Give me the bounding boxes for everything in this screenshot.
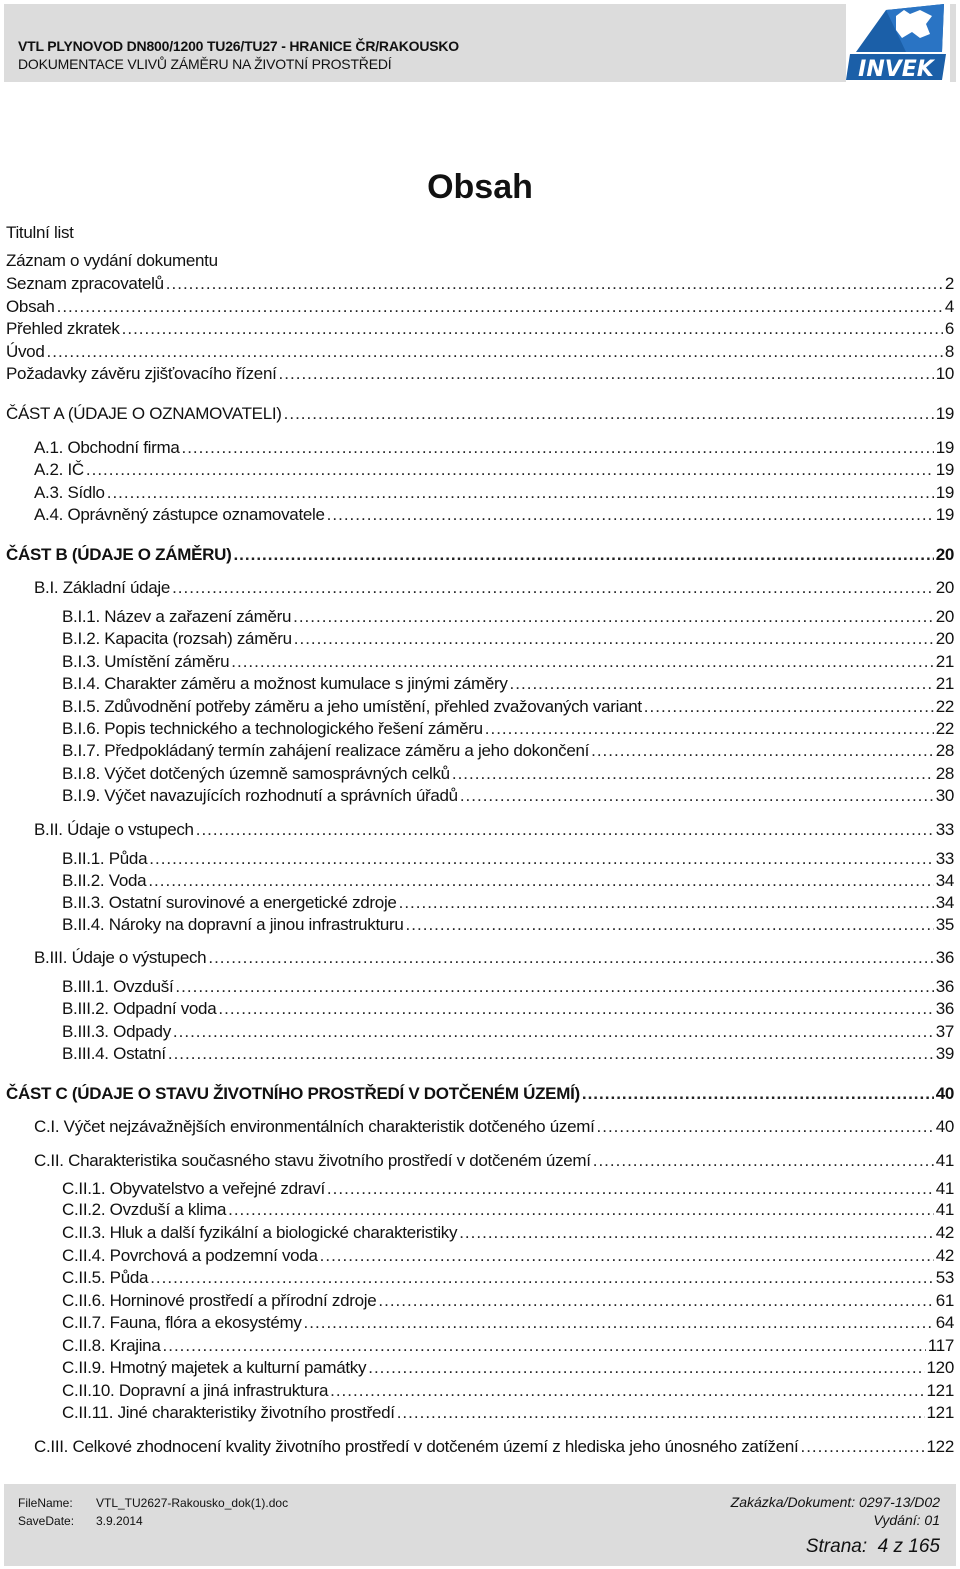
toc-leader-dots <box>452 764 934 784</box>
invek-logo <box>846 4 950 82</box>
toc-entry[interactable] <box>62 674 954 694</box>
toc-leader-dots <box>459 1223 933 1243</box>
toc-entry-label: Požadavky závěru zjišťovacího řízení <box>6 364 277 383</box>
toc-leader-dots <box>327 505 934 525</box>
toc-entry[interactable] <box>6 297 954 317</box>
toc-leader-dots <box>279 364 934 384</box>
toc-entry-page: 19 <box>935 438 954 457</box>
toc-entry[interactable] <box>34 1151 954 1171</box>
toc-leader-dots <box>591 741 934 761</box>
toc-entry-label: C.II. Charakteristika současného stavu životního prostředí v dotčeném území <box>34 1151 591 1170</box>
toc-leader-dots <box>173 1022 934 1042</box>
page-header <box>4 4 956 82</box>
toc-entry-label: A.1. Obchodní firma <box>34 438 180 457</box>
toc-leader-dots <box>107 483 934 503</box>
toc-entry-page: 34 <box>935 893 954 912</box>
toc-entry-page: 37 <box>935 1022 954 1041</box>
toc-leader-dots <box>284 404 934 424</box>
toc-entry-label: B.I.8. Výčet dotčených územně samosprávných celků <box>62 764 450 783</box>
toc-entry[interactable] <box>62 1313 954 1333</box>
toc-leader-dots <box>582 1084 934 1104</box>
toc-leader-dots <box>399 893 934 913</box>
toc-entry[interactable] <box>34 1437 954 1457</box>
toc-leader-dots <box>149 849 933 869</box>
toc-entry[interactable] <box>62 1291 954 1311</box>
toc-entry-label: B.III.4. Ostatní <box>62 1044 166 1063</box>
edition: Vydání: 01 <box>873 1512 940 1528</box>
toc-entry-label: Seznam zpracovatelů <box>6 274 164 293</box>
toc-entry[interactable] <box>62 915 954 935</box>
order-number: Zakázka/Dokument: 0297-13/D02 <box>730 1494 940 1510</box>
toc-entry-label: B.I.9. Výčet navazujících rozhodnutí a správních úřadů <box>62 786 458 805</box>
toc-entry-page: 21 <box>935 674 954 693</box>
toc-leader-dots <box>406 915 934 935</box>
toc-entry[interactable] <box>62 871 954 891</box>
toc-entry-page: 36 <box>935 999 954 1018</box>
toc-entry-page: 2 <box>944 274 954 293</box>
toc-entry-label: Obsah <box>6 297 55 316</box>
toc-entry-label: C.II.9. Hmotný majetek a kulturní památky <box>62 1358 367 1377</box>
toc-entry-page: 19 <box>935 460 954 479</box>
toc-leader-dots <box>330 1381 924 1401</box>
toc-entry[interactable] <box>6 364 954 384</box>
toc-entry[interactable] <box>62 849 954 869</box>
toc-entry-page: 20 <box>935 607 954 626</box>
toc-leader-dots <box>168 1044 934 1064</box>
toc-leader-dots <box>327 1179 934 1199</box>
toc-leader-dots <box>172 578 934 598</box>
savedate-label: SaveDate: <box>18 1514 75 1528</box>
toc-entry[interactable] <box>62 1246 954 1266</box>
toc-leader-dots <box>166 274 943 294</box>
page-title: Obsah <box>427 168 533 206</box>
toc-entry[interactable] <box>6 274 954 294</box>
toc-entry[interactable] <box>6 251 954 271</box>
toc-entry-page: 35 <box>935 915 954 934</box>
toc-entry-page: 121 <box>926 1381 954 1400</box>
toc-entry-page: 4 <box>944 297 954 316</box>
toc-entry-page: 22 <box>935 697 954 716</box>
toc-entry-page: 28 <box>935 741 954 760</box>
toc-leader-dots <box>196 820 934 840</box>
toc-entry-label: C.II.8. Krajina <box>62 1336 161 1355</box>
toc-leader-dots <box>218 999 933 1019</box>
toc-entry[interactable] <box>6 545 954 565</box>
toc-leader-dots <box>47 342 943 362</box>
toc-entry-label: B.II.4. Nároky na dopravní a jinou infrastrukturu <box>62 915 404 934</box>
toc-entry-page: 36 <box>935 977 954 996</box>
toc-entry-page: 33 <box>935 820 954 839</box>
toc-entry[interactable] <box>6 342 954 362</box>
toc-entry-label: B.I. Základní údaje <box>34 578 171 597</box>
toc-entry-page: 64 <box>935 1313 954 1332</box>
toc-entry-page: 20 <box>935 578 954 597</box>
toc-entry-label: B.II.1. Půda <box>62 849 148 868</box>
toc-entry[interactable] <box>34 438 954 458</box>
document-subtitle: DOKUMENTACE VLIVŮ ZÁMĚRU NA ŽIVOTNÍ PROSTŘEDÍ <box>18 56 392 72</box>
toc-leader-dots <box>320 1246 934 1266</box>
toc-entry-label: C.II.4. Povrchová a podzemní voda <box>62 1246 318 1265</box>
toc-entry-label: A.2. IČ <box>34 460 84 479</box>
toc-entry[interactable] <box>34 820 954 840</box>
toc-entry-label: B.II. Údaje o vstupech <box>34 820 194 839</box>
toc-entry-page: 8 <box>944 342 954 361</box>
page-footer <box>4 1484 956 1566</box>
toc-entry-page: 20 <box>935 545 954 564</box>
toc-leader-dots <box>294 629 934 649</box>
toc-entry[interactable] <box>62 629 954 649</box>
project-title: VTL PLYNOVOD DN800/1200 TU26/TU27 - HRANICE ČR/RAKOUSKO <box>18 38 459 54</box>
toc-entry[interactable] <box>62 1223 954 1243</box>
toc-entry[interactable] <box>34 1117 954 1137</box>
toc-entry-page: 41 <box>935 1151 954 1170</box>
toc-leader-dots <box>593 1151 934 1171</box>
toc-entry-page: 28 <box>935 764 954 783</box>
toc-entry-page: 34 <box>935 871 954 890</box>
toc-entry-label: B.I.6. Popis technického a technologického řešení záměru <box>62 719 483 738</box>
toc-entry-page: 10 <box>935 364 954 383</box>
toc-leader-dots <box>163 1336 926 1356</box>
toc-entry-label: C.II.1. Obyvatelstvo a veřejné zdraví <box>62 1179 325 1198</box>
toc-entry-page: 120 <box>926 1358 954 1377</box>
toc-entry[interactable] <box>62 1022 954 1042</box>
toc-entry-page: 19 <box>935 505 954 524</box>
toc-entry-label: C.II.11. Jiné charakteristiky životního prostředí <box>62 1403 395 1422</box>
toc-entry-label: B.I.7. Předpokládaný termín zahájení realizace záměru a jeho dokončení <box>62 741 590 760</box>
toc-entry-page: 42 <box>935 1246 954 1265</box>
toc-entry-page: 19 <box>935 404 954 423</box>
toc-leader-dots <box>181 438 933 458</box>
toc-entry-page: 22 <box>935 719 954 738</box>
toc-entry-label: Záznam o vydání dokumentu <box>6 251 218 270</box>
toc-entry[interactable] <box>34 505 954 525</box>
toc-entry[interactable] <box>34 460 954 480</box>
toc-entry-label: B.I.5. Zdůvodnění potřeby záměru a jeho umístění, přehled zvažovaných variant <box>62 697 642 716</box>
savedate-value: 3.9.2014 <box>96 1514 143 1528</box>
toc-entry[interactable] <box>62 719 954 739</box>
toc-entry-label: ČÁST C (ÚDAJE O STAVU ŽIVOTNÍHO PROSTŘEDÍ V DOTČENÉM ÚZEMÍ) <box>6 1084 580 1103</box>
toc-leader-dots <box>86 460 934 480</box>
toc-leader-dots <box>122 319 943 339</box>
toc-entry-page: 20 <box>935 629 954 648</box>
toc-entry-label: C.III. Celkové zhodnocení kvality životního prostředí v dotčeném území z hlediska jeho únosného zatížení <box>34 1437 799 1456</box>
toc-leader-dots <box>597 1117 934 1137</box>
toc-leader-dots <box>150 1268 934 1288</box>
toc-entry-page: 21 <box>935 652 954 671</box>
toc-entry-page: 36 <box>935 948 954 967</box>
toc-leader-dots <box>460 786 934 806</box>
toc-entry[interactable] <box>34 578 954 598</box>
toc-entry[interactable] <box>62 893 954 913</box>
toc-entry[interactable] <box>6 404 954 424</box>
toc-entry-label: B.III. Údaje o výstupech <box>34 948 207 967</box>
toc-entry[interactable] <box>62 977 954 997</box>
toc-entry[interactable] <box>6 319 954 339</box>
toc-leader-dots <box>304 1313 934 1333</box>
toc-leader-dots <box>485 719 934 739</box>
toc-entry-label: A.4. Oprávněný zástupce oznamovatele <box>34 505 325 524</box>
toc-entry-label: C.II.7. Fauna, flóra a ekosystémy <box>62 1313 302 1332</box>
toc-leader-dots <box>228 1200 934 1220</box>
toc-entry-label: Úvod <box>6 342 45 361</box>
toc-entry[interactable] <box>6 1084 954 1104</box>
toc-entry-label: ČÁST B (ÚDAJE O ZÁMĚRU) <box>6 545 232 564</box>
toc-leader-dots <box>368 1358 924 1378</box>
toc-entry-page: 40 <box>935 1117 954 1136</box>
toc-entry[interactable] <box>34 948 954 968</box>
toc-leader-dots <box>378 1291 933 1311</box>
toc-entry-page: 19 <box>935 483 954 502</box>
toc-entry-label: C.II.10. Dopravní a jiná infrastruktura <box>62 1381 329 1400</box>
toc-entry-page: 30 <box>935 786 954 805</box>
toc-leader-dots <box>293 607 934 627</box>
toc-entry[interactable] <box>34 483 954 503</box>
toc-entry[interactable] <box>62 786 954 806</box>
toc-entry-page: 39 <box>935 1044 954 1063</box>
toc-entry-label: B.I.4. Charakter záměru a možnost kumulace s jinými záměry <box>62 674 508 693</box>
toc-leader-dots <box>148 871 933 891</box>
toc-entry-label: B.I.3. Umístění záměru <box>62 652 230 671</box>
toc-leader-dots <box>644 697 934 717</box>
toc-entry-label: B.II.2. Voda <box>62 871 147 890</box>
toc-entry-page: 41 <box>935 1179 954 1198</box>
toc-entry-label: B.III.3. Odpady <box>62 1022 171 1041</box>
toc-entry[interactable] <box>6 223 954 243</box>
toc-leader-dots <box>175 977 933 997</box>
toc-entry[interactable] <box>62 652 954 672</box>
svg-text:INVEK: INVEK <box>858 57 934 82</box>
toc-entry-label: B.I.1. Název a zařazení záměru <box>62 607 292 626</box>
toc-entry-label: B.III.1. Ovzduší <box>62 977 174 996</box>
toc-entry[interactable] <box>62 741 954 761</box>
toc-entry-page: 122 <box>926 1437 954 1456</box>
toc-leader-dots <box>208 948 933 968</box>
toc-entry[interactable] <box>62 1200 954 1220</box>
toc-entry[interactable] <box>62 607 954 627</box>
toc-entry-label: C.II.2. Ovzduší a klima <box>62 1200 227 1219</box>
toc-leader-dots <box>397 1403 925 1423</box>
toc-entry-label: C.II.6. Horninové prostředí a přírodní zdroje <box>62 1291 377 1310</box>
toc-entry-page: 61 <box>935 1291 954 1310</box>
toc-entry[interactable] <box>62 1336 954 1356</box>
toc-entry[interactable] <box>62 697 954 717</box>
toc-entry-page: 41 <box>935 1200 954 1219</box>
toc-leader-dots <box>57 297 943 317</box>
toc-entry-page: 6 <box>944 319 954 338</box>
toc-entry[interactable] <box>62 1179 954 1199</box>
toc-entry-page: 121 <box>926 1403 954 1422</box>
toc-entry-page: 33 <box>935 849 954 868</box>
toc-entry-page: 42 <box>935 1223 954 1242</box>
toc-entry[interactable] <box>62 1358 954 1378</box>
toc-entry-label: A.3. Sídlo <box>34 483 105 502</box>
toc-entry-label: Přehled zkratek <box>6 319 120 338</box>
toc-entry[interactable] <box>62 1403 954 1423</box>
page-number: Strana: 4 z 165 <box>805 1536 940 1557</box>
toc-entry-label: C.II.3. Hluk a další fyzikální a biologické charakteristiky <box>62 1223 458 1242</box>
toc-entry[interactable] <box>62 999 954 1019</box>
toc-leader-dots <box>233 545 933 565</box>
toc-entry-page: 117 <box>927 1336 954 1355</box>
toc-leader-dots <box>510 674 934 694</box>
toc-entry-label: B.II.3. Ostatní surovinové a energetické zdroje <box>62 893 397 912</box>
filename-value: VTL_TU2627-Rakousko_dok(1).doc <box>96 1496 289 1510</box>
toc-leader-dots <box>231 652 933 672</box>
toc-entry-page: 40 <box>935 1084 954 1103</box>
toc-entry-label: C.I. Výčet nejzávažnějších environmentálních charakteristik dotčeného území <box>34 1117 595 1136</box>
filename-label: FileName: <box>18 1496 73 1510</box>
toc-leader-dots <box>800 1437 924 1457</box>
toc-entry[interactable] <box>62 764 954 784</box>
toc-entry-label: B.III.2. Odpadní voda <box>62 999 217 1018</box>
toc-entry[interactable] <box>62 1268 954 1288</box>
toc-entry[interactable] <box>62 1381 954 1401</box>
toc-entry[interactable] <box>62 1044 954 1064</box>
toc-entry-label: Titulní list <box>6 223 74 242</box>
toc-entry-label: C.II.5. Půda <box>62 1268 149 1287</box>
toc-entry-label: ČÁST A (ÚDAJE O OZNAMOVATELI) <box>6 404 282 423</box>
toc-entry-page: 53 <box>935 1268 954 1287</box>
toc-entry-label: B.I.2. Kapacita (rozsah) záměru <box>62 629 292 648</box>
